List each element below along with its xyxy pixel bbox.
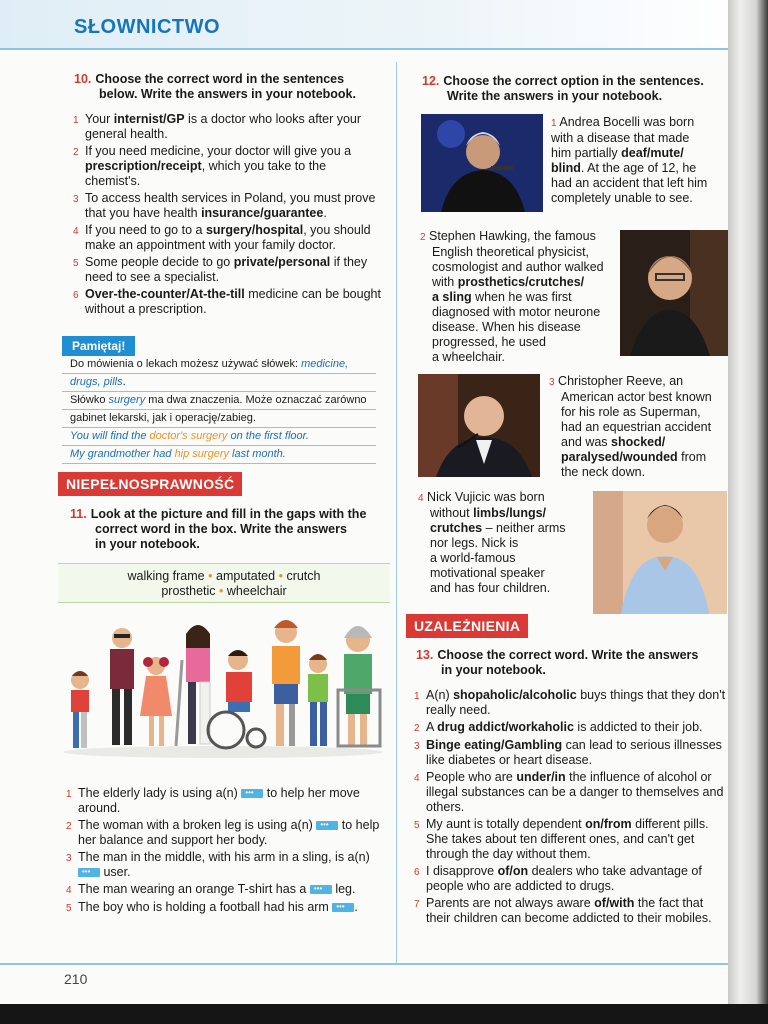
list-item <box>66 786 386 816</box>
item-text-start: Parents are not always aware <box>426 896 595 910</box>
exercise-number: 10. <box>74 72 92 86</box>
item-text <box>78 850 386 880</box>
remember-line: You will find the doctor's surgery on the first floor. <box>62 428 376 446</box>
item-text <box>78 882 386 898</box>
column-divider <box>396 62 397 964</box>
item-text <box>426 896 728 926</box>
item-number: 1 <box>414 691 420 702</box>
item-text-end: can lead to serious illnesses like diabetes or heart disease. <box>426 738 722 767</box>
list-item <box>66 882 386 898</box>
list-item <box>73 287 383 317</box>
item-text-end: to help her move around. <box>78 786 360 815</box>
list-item <box>414 720 728 736</box>
word-box-item: wheelchair <box>226 584 287 598</box>
item-text-end: , which you take to the chemist's. <box>85 159 327 188</box>
answer-gap-icon <box>78 868 100 877</box>
item-text-end: different pills. She takes about ten different ones, and can't get through the day without them. <box>426 817 709 861</box>
list-item <box>73 144 383 189</box>
item-text-end: buys things that they don't really need. <box>426 688 726 717</box>
page-number: 210 <box>64 971 88 987</box>
word-separator: • <box>219 584 224 598</box>
item-text-end: user. <box>100 865 131 879</box>
item-text <box>426 770 728 815</box>
exercise-12-text-3: 3 Christopher Reeve, an American actor best known for his role as Superman, had an equestrian accident and was shocked/ paralysed/wounded from the neck down. <box>549 374 712 479</box>
item-text-end: to help her balance and support her body. <box>78 818 380 847</box>
list-item <box>414 864 728 894</box>
answer-gap-icon <box>310 885 332 894</box>
item-text-end: is addicted to their job. <box>573 720 703 734</box>
answer-gap-icon <box>241 789 263 798</box>
exercise-12-heading: 12. Choose the correct option in the sentences. Write the answers in your notebook. <box>422 74 704 103</box>
list-item <box>414 817 728 862</box>
item-text-end: dealers who take advantage of people who are addicted to drugs. <box>426 864 702 893</box>
word-separator: • <box>208 569 213 583</box>
item-text-start: People who are <box>426 770 517 784</box>
item-text-start: The boy who is holding a football had his arm <box>78 900 333 914</box>
item-number: 5 <box>73 258 79 269</box>
item-text-start: The elderly lady is using a(n) <box>78 786 242 800</box>
item-number: 2 <box>73 147 79 158</box>
item-text-end: is a doctor who looks after your general health. <box>85 112 362 141</box>
item-number: 5 <box>414 820 420 831</box>
remember-line: gabinet lekarski, jak i operację/zabieg. <box>62 410 376 428</box>
item-options: insurance/guarantee <box>201 206 324 220</box>
item-text-start: The man in the middle, with his arm in a sling, is a(n) <box>78 850 370 864</box>
item-text <box>426 864 728 894</box>
item-options: Binge eating/Gambling <box>426 738 563 752</box>
section-heading-addictions: UZALEŻNIENIA <box>406 614 528 638</box>
exercise-11-list <box>66 786 386 918</box>
item-number: 4 <box>66 885 72 896</box>
item-text <box>78 818 386 848</box>
item-number: 5 <box>66 903 72 914</box>
item-text-end: the fact that their children can become addicted to their mobiles. <box>426 896 712 925</box>
list-item <box>414 896 728 926</box>
item-text-end: the influence of alcohol or illegal substances can be a danger to themselves and others. <box>426 770 724 814</box>
item-text <box>426 720 728 736</box>
list-item <box>414 770 728 815</box>
item-text-end: . <box>354 900 358 914</box>
page-binding-edge <box>728 0 768 1010</box>
item-number: 6 <box>414 867 420 878</box>
item-text <box>85 112 383 142</box>
item-options: private/personal <box>233 255 331 269</box>
word-separator: • <box>278 569 283 583</box>
header-divider <box>0 48 742 50</box>
exercise-12-text-1: 1 Andrea Bocelli was born with a disease that made him partially deaf/mute/ blind. At the age of 12, he had an accident that left him completely unable to see. <box>551 115 708 205</box>
list-item <box>66 850 386 880</box>
footer-divider <box>0 963 742 965</box>
list-item <box>73 191 383 221</box>
list-item <box>66 818 386 848</box>
item-options: internist/GP <box>113 112 185 126</box>
item-text <box>85 223 383 253</box>
list-item <box>73 255 383 285</box>
item-text <box>85 255 383 285</box>
item-number: 3 <box>66 853 72 864</box>
remember-box <box>62 356 376 464</box>
remember-line: Do mówienia o lekach możesz używać słówek: medicine, <box>62 356 376 374</box>
exercise-11-heading: 11. Look at the picture and fill in the gaps with the correct word in the box. Write the answers in your notebook. <box>70 507 367 551</box>
item-text <box>426 817 728 862</box>
photo-andrea-bocelli <box>421 114 543 212</box>
disability-people-illustration <box>58 620 388 760</box>
item-text-start: The man wearing an orange T-shirt has a <box>78 882 310 896</box>
word-box-line <box>58 569 390 584</box>
item-number: 1 <box>73 115 79 126</box>
item-text <box>426 688 728 718</box>
answer-gap-icon <box>332 903 354 912</box>
item-number: 3 <box>73 194 79 205</box>
page-title: SŁOWNICTWO <box>74 16 221 38</box>
item-text-start: If you need medicine, your doctor will give you a <box>85 144 352 158</box>
item-options: Over-the-counter/At-the-till <box>85 287 245 301</box>
item-text-end: leg. <box>331 882 356 896</box>
item-text <box>85 144 383 189</box>
list-item <box>414 688 728 718</box>
word-box-item: prosthetic <box>161 584 216 598</box>
item-text-end: . <box>323 206 327 220</box>
item-options: of/on <box>497 864 529 878</box>
list-item <box>73 112 383 142</box>
item-text-start: A(n) <box>426 688 454 702</box>
exercise-10-list <box>73 112 383 319</box>
item-number: 6 <box>73 290 79 301</box>
exercise-12-text-4: 4 Nick Vujicic was born without limbs/lungs/ crutches – neither arms nor legs. Nick is a world-famous motivational speaker and has four children. <box>418 490 566 595</box>
remember-line: My grandmother had hip surgery last month. <box>62 446 376 464</box>
item-text-start: A <box>426 720 438 734</box>
word-box-line <box>58 584 390 599</box>
remember-tag: Pamiętaj! <box>62 336 135 356</box>
item-text-start: The woman with a broken leg is using a(n) <box>78 818 317 832</box>
item-options: under/in <box>516 770 566 784</box>
item-text-start: To access health services in Poland, you must prove that you have health <box>85 191 376 220</box>
item-options: of/with <box>594 896 635 910</box>
item-text <box>78 786 386 816</box>
exercise-12-text-2: 2 Stephen Hawking, the famous English theoretical physicist, cosmologist and author walked with prosthetics/crutches/ a sling when he was first diagnosed with motor neurone disease. When his disease progressed, he used a wheelchair. <box>420 229 604 364</box>
item-number: 1 <box>66 789 72 800</box>
item-text <box>78 900 386 916</box>
word-box-item: walking frame <box>127 569 205 583</box>
item-options: on/from <box>585 817 632 831</box>
section-heading-disability: NIEPEŁNOSPRAWNOŚĆ <box>58 472 242 496</box>
item-number: 4 <box>73 226 79 237</box>
item-number: 2 <box>66 821 72 832</box>
item-options: shopaholic/alcoholic <box>453 688 577 702</box>
item-text <box>85 287 383 317</box>
photo-nick-vujicic <box>593 491 727 614</box>
item-text <box>426 738 728 768</box>
item-text-start: My aunt is totally dependent <box>426 817 586 831</box>
photo-christopher-reeve <box>418 374 540 477</box>
exercise-13-list <box>414 688 728 928</box>
item-number: 3 <box>414 741 420 752</box>
item-text-start: I disapprove <box>426 864 498 878</box>
item-options: drug addict/workaholic <box>437 720 574 734</box>
word-box-item: crutch <box>286 569 321 583</box>
exercise-13-heading: 13. Choose the correct word. Write the answers in your notebook. <box>416 648 699 677</box>
list-item <box>73 223 383 253</box>
list-item <box>414 738 728 768</box>
remember-line: drugs, pills. <box>62 374 376 392</box>
photo-stephen-hawking <box>620 230 728 356</box>
item-options: surgery/hospital <box>205 223 304 237</box>
item-text-start: Your <box>85 112 114 126</box>
item-text-end: medicine can be bought without a prescription. <box>85 287 381 316</box>
word-box <box>58 563 390 603</box>
answer-gap-icon <box>316 821 338 830</box>
item-number: 7 <box>414 899 420 910</box>
scan-bottom-edge <box>0 1004 768 1024</box>
item-text-end: , you should make an appointment with your family doctor. <box>85 223 371 252</box>
remember-line: Słówko surgery ma dwa znaczenia. Może oznaczać zarówno <box>62 392 376 410</box>
item-options: prescription/receipt <box>85 159 202 173</box>
exercise-10-heading: 10. Choose the correct word in the sentences below. Write the answers in your notebook. <box>74 72 356 101</box>
item-text-start: Some people decide to go <box>85 255 234 269</box>
word-box-item: amputated <box>216 569 276 583</box>
item-number: 4 <box>414 773 420 784</box>
item-text-end: if they need to see a specialist. <box>85 255 368 284</box>
item-text <box>85 191 383 221</box>
item-text-start: If you need to go to a <box>85 223 206 237</box>
list-item <box>66 900 386 916</box>
item-number: 2 <box>414 723 420 734</box>
